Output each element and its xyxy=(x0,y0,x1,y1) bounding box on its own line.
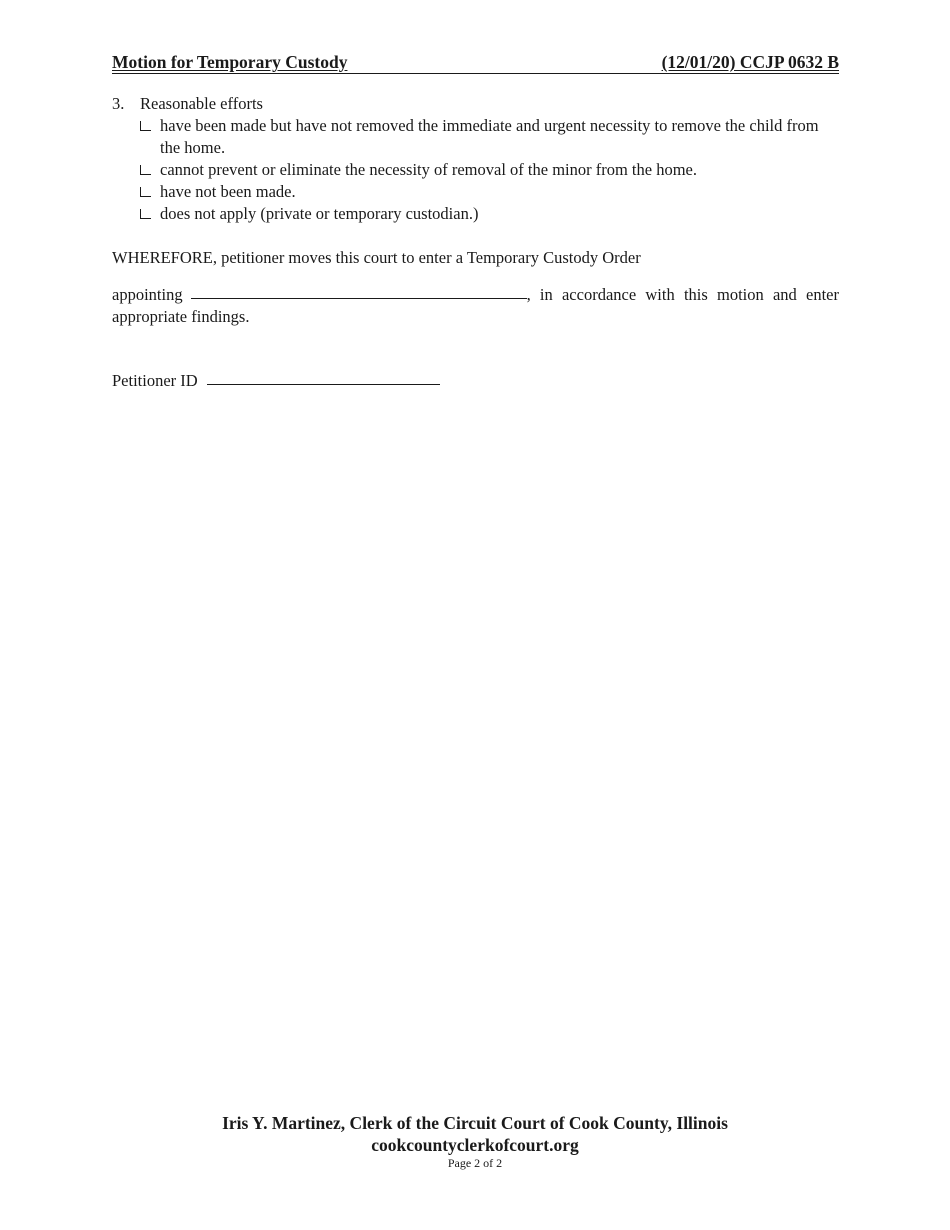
wherefore-clause: WHEREFORE, petitioner moves this court to enter a Temporary Custody Order xyxy=(112,248,641,267)
appointing-clause xyxy=(112,284,839,328)
petitioner-id-field[interactable] xyxy=(207,370,440,385)
option-cannot-prevent xyxy=(139,159,839,181)
form-title: Motion for Temporary Custody xyxy=(112,52,348,72)
section-title: Reasonable efforts xyxy=(140,94,263,113)
option-made-not-removed xyxy=(139,115,839,159)
option-label: have been made but have not removed the immediate and urgent necessity to remove the child from the home. xyxy=(160,116,819,157)
appointing-suffix: , in accordance with this motion and enter appropriate findings. xyxy=(112,285,839,326)
form-code: (12/01/20) CCJP 0632 B xyxy=(661,52,839,72)
checkbox-does-not-apply[interactable] xyxy=(140,209,151,219)
clerk-name: Iris Y. Martinez, Clerk of the Circuit Court of Cook County, Illinois xyxy=(222,1113,728,1133)
section-number: 3. xyxy=(112,94,125,113)
appointing-label: appointing xyxy=(112,285,183,304)
petitioner-id-label: Petitioner ID xyxy=(112,371,198,390)
petitioner-id-row xyxy=(112,370,440,392)
checkbox-not-made[interactable] xyxy=(140,187,151,197)
option-not-made xyxy=(139,181,839,203)
page-header xyxy=(112,52,839,72)
reasonable-efforts-options xyxy=(139,115,839,225)
section-3-heading xyxy=(112,93,263,115)
option-does-not-apply xyxy=(139,203,839,225)
checkbox-cannot-prevent[interactable] xyxy=(140,165,151,175)
page-footer xyxy=(0,1112,950,1170)
option-label: does not apply (private or temporary custodian.) xyxy=(160,204,479,223)
clerk-website: cookcountyclerkofcourt.org xyxy=(371,1135,579,1155)
page-number: Page 2 of 2 xyxy=(447,1156,503,1170)
header-rule xyxy=(112,73,839,74)
option-label: cannot prevent or eliminate the necessity of removal of the minor from the home. xyxy=(160,160,697,179)
option-label: have not been made. xyxy=(160,182,296,201)
checkbox-made-not-removed[interactable] xyxy=(140,121,151,131)
appointee-field[interactable] xyxy=(191,284,527,299)
